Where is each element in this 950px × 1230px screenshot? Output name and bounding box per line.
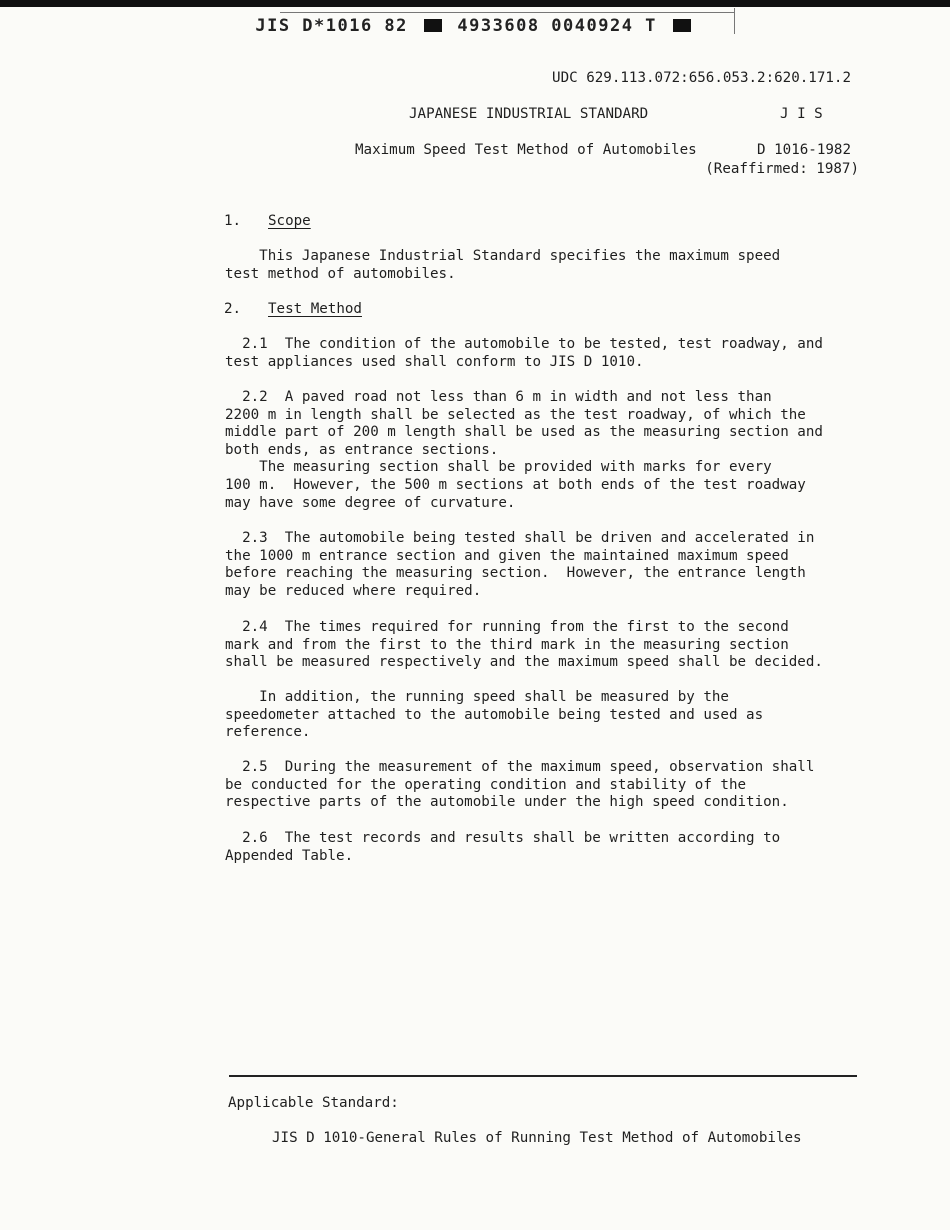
clause-2-5: 2.5 During the measurement of the maximum speed, observation shall be conducted for the operating condition and stability of the respective parts of the automobile under the high speed condition. <box>225 759 815 811</box>
clause-2-3: 2.3 The automobile being tested shall be driven and accelerated in the 1000 m entrance section and given the maintained maximum speed before reaching the measuring section. However, the entrance length may be reduced where required. <box>225 530 815 599</box>
reaffirmed-date: (Reaffirmed: 1987) <box>705 161 859 177</box>
header-code-right: 4933608 0040924 T <box>457 16 657 36</box>
clause-2-4: 2.4 The times required for running from the first to the second mark and from the first to the third mark in the measuring section shall be measured respectively and the maximum speed shall be decided. <box>225 619 823 671</box>
standard-number: D 1016-1982 <box>757 142 851 158</box>
document-title: Maximum Speed Test Method of Automobiles <box>355 142 697 158</box>
clause-2-6: 2.6 The test records and results shall be written according to Appended Table. <box>225 830 781 864</box>
section-2-number: 2. <box>224 301 242 317</box>
applicable-standard-label: Applicable Standard: <box>228 1095 399 1111</box>
clause-2-2: 2.2 A paved road not less than 6 m in width and not less than 2200 m in length shall be selected as the test roadway, of which the middle part of 200 m length shall be used as the measuring section and both ends, as entrance sections. The measuring section shall be provided with marks for every 100 m. However, the 500 m sections at both ends of the test roadway may have some degree of curvature. <box>225 389 823 511</box>
header-code-left: JIS D*1016 82 <box>255 16 408 36</box>
clause-2-4-addition: In addition, the running speed shall be measured by the speedometer attached to the automobile being tested and used as reference. <box>225 689 764 741</box>
section-1-number: 1. <box>224 213 242 229</box>
udc-number: UDC 629.113.072:656.053.2:620.171.2 <box>552 70 851 86</box>
document-code-header <box>0 16 950 36</box>
standard-org: JAPANESE INDUSTRIAL STANDARD <box>409 106 649 122</box>
section-1-body: This Japanese Industrial Standard specifies the maximum speed test method of automobiles. <box>225 248 781 282</box>
redaction-block <box>673 19 691 32</box>
footer-divider <box>229 1075 857 1077</box>
scan-top-border <box>0 0 950 7</box>
jis-mark: J I S <box>780 106 823 122</box>
clause-2-1: 2.1 The condition of the automobile to be tested, test roadway, and test appliances used shall conform to JIS D 1010. <box>225 336 823 370</box>
applicable-standard-ref: JIS D 1010-General Rules of Running Test Method of Automobiles <box>272 1130 802 1146</box>
redaction-block <box>424 19 442 32</box>
section-1-heading: Scope <box>268 213 311 229</box>
section-2-heading: Test Method <box>268 301 362 317</box>
